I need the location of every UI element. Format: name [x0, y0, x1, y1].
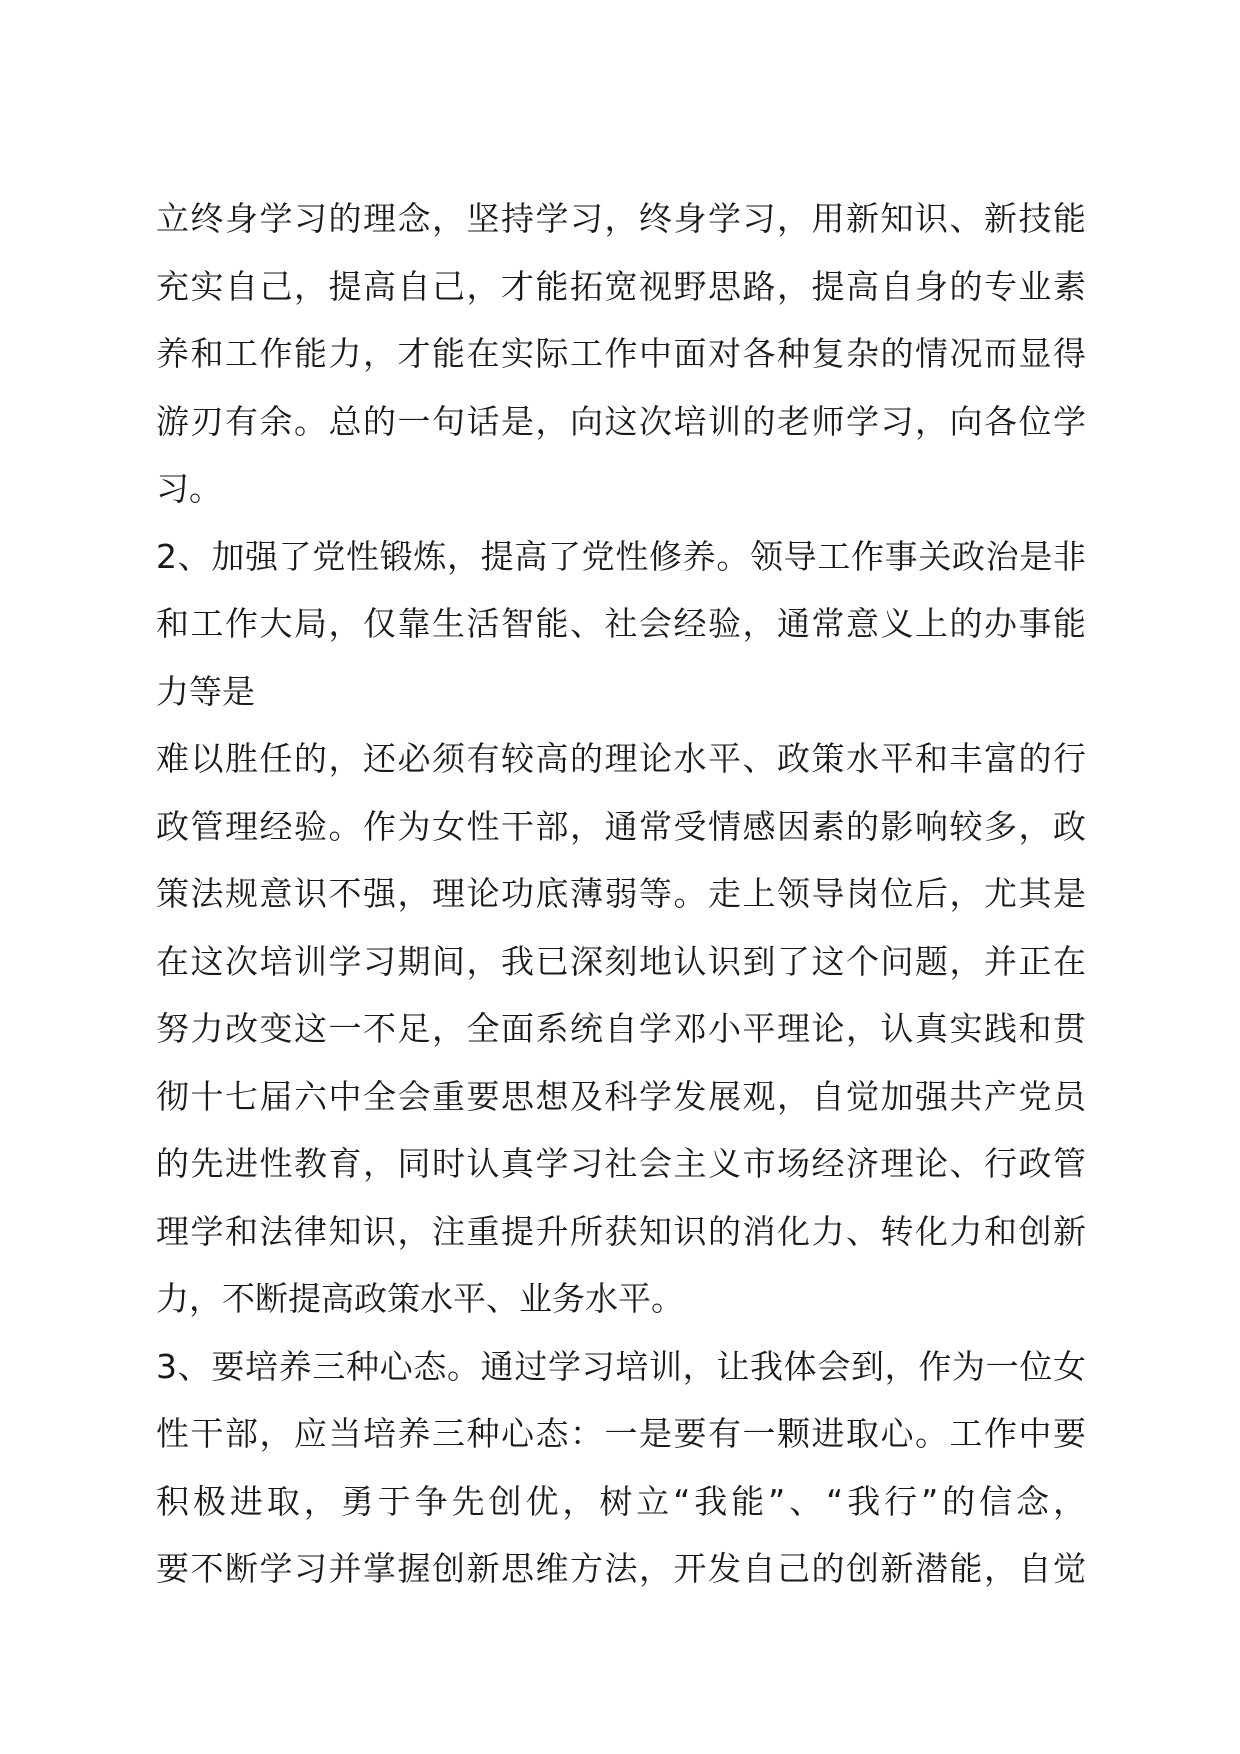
text-line: 2、加强了党性锻炼，提高了党性修养。领导工作事关政治是非: [156, 536, 1086, 576]
text-line: 理学和法律知识，注重提升所获知识的消化力、转化力和创新: [156, 1211, 1086, 1251]
text-line: 游刃有余。总的一句话是，向这次培训的老师学习，向各位学: [156, 401, 1086, 441]
text-line: 彻十七届六中全会重要思想及科学发展观，自觉加强共产党员: [156, 1076, 1086, 1116]
body-text: [156, 185, 1086, 1603]
text-line: 努力改变这一不足，全面系统自学邓小平理论，认真实践和贯: [156, 1009, 1086, 1048]
text-line: 力，不断提高政策水平、业务水平。: [156, 1279, 684, 1318]
text-line: 习。: [156, 469, 222, 508]
text-line: 政管理经验。作为女性干部，通常受情感因素的影响较多，政: [156, 806, 1086, 846]
text-line: 积极进取，勇于争先创优，树立“我能”、“我行”的信念，: [156, 1481, 1086, 1521]
text-line: 力等是: [156, 671, 255, 711]
text-line: 养和工作能力，才能在实际工作中面对各种复杂的情况而显得: [156, 334, 1086, 373]
text-line: 难以胜任的，还必须有较高的理论水平、政策水平和丰富的行: [156, 739, 1086, 778]
text-line: 要不断学习并掌握创新思维方法，开发自己的创新潜能，自觉: [156, 1549, 1086, 1588]
text-line: 在这次培训学习期间，我已深刻地认识到了这个问题，并正在: [156, 941, 1086, 981]
text-line: 3、要培养三种心态。通过学习培训，让我体会到，作为一位女: [156, 1346, 1086, 1386]
text-line: 充实自己，提高自己，才能拓宽视野思路，提高自身的专业素: [156, 266, 1086, 306]
text-line: 策法规意识不强，理论功底薄弱等。走上领导岗位后，尤其是: [156, 874, 1086, 913]
text-line: 的先进性教育，同时认真学习社会主义市场经济理论、行政管: [156, 1144, 1086, 1183]
text-line: 和工作大局，仅靠生活智能、社会经验，通常意义上的办事能: [156, 604, 1086, 643]
text-line: 立终身学习的理念，坚持学习，终身学习，用新知识、新技能: [156, 199, 1086, 238]
text-line: 性干部，应当培养三种心态：一是要有一颗进取心。工作中要: [156, 1414, 1086, 1453]
